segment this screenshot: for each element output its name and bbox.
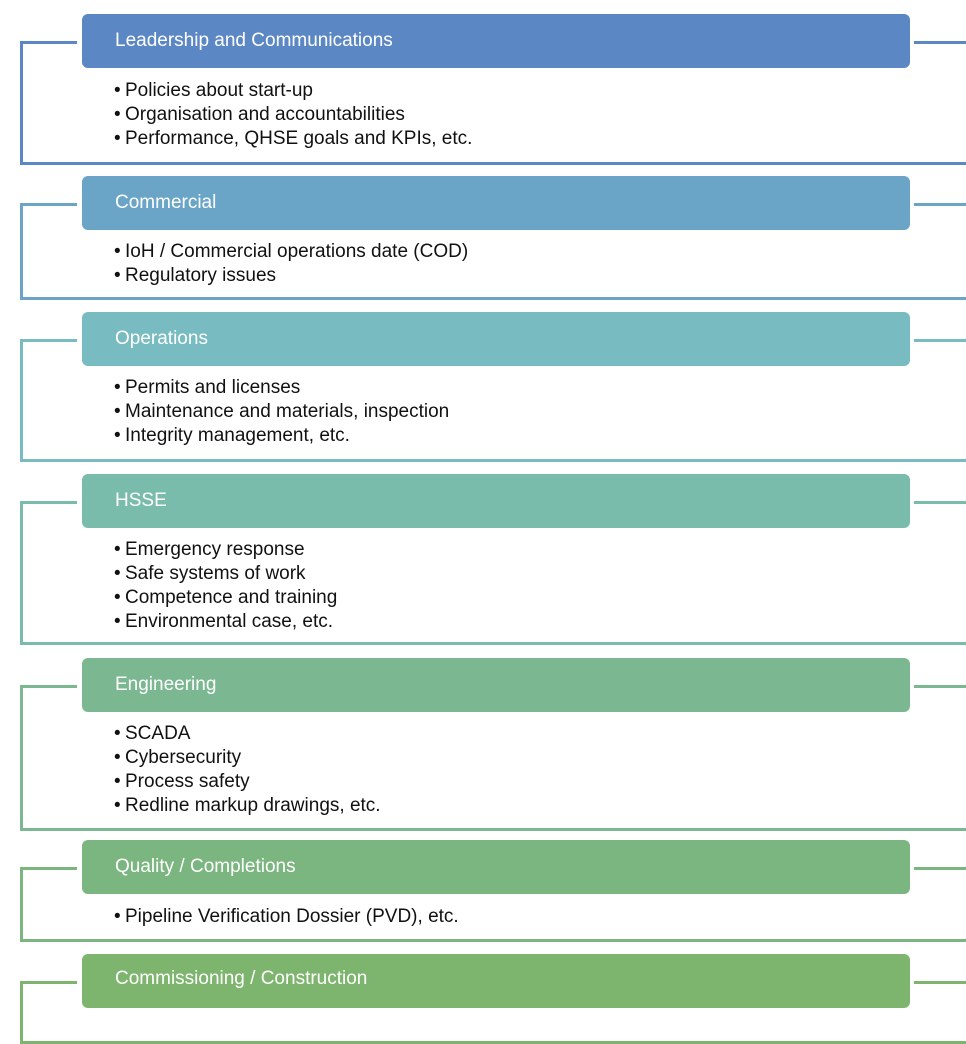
list-item: • Regulatory issues — [114, 265, 277, 286]
list-item: • Emergency response — [114, 539, 305, 560]
list-item: • Redline markup drawings, etc. — [114, 795, 381, 816]
bracket-connector-left — [20, 339, 77, 342]
list-item: • Pipeline Verification Dossier (PVD), etc. — [114, 906, 459, 927]
list-item: • Competence and training — [114, 587, 338, 608]
bracket-connector-left — [20, 981, 77, 984]
section-header: Leadership and Communications — [82, 14, 910, 68]
bracket-connector-right — [914, 685, 966, 688]
section-header: Operations — [82, 312, 910, 366]
bracket-connector-right — [914, 203, 966, 206]
list-item: • Cybersecurity — [114, 747, 242, 768]
section-item-list — [114, 376, 449, 448]
list-item: • Environmental case, etc. — [114, 611, 334, 632]
list-item: • Policies about start-up — [114, 80, 313, 101]
bracket-connector-left — [20, 41, 77, 44]
list-item: • Integrity management, etc. — [114, 425, 350, 446]
bracket-connector-left — [20, 685, 77, 688]
bracket-connector-left — [20, 501, 77, 504]
section-header: Commissioning / Construction — [82, 954, 910, 1008]
bracket-connector-left — [20, 867, 77, 870]
bracket-connector-right — [914, 501, 966, 504]
list-item: • Permits and licenses — [114, 377, 301, 398]
bracket-connector-left — [20, 203, 77, 206]
list-item: • Maintenance and materials, inspection — [114, 401, 450, 422]
list-item: • Performance, QHSE goals and KPIs, etc. — [114, 128, 473, 149]
section-item-list — [114, 905, 459, 929]
bracket-connector-right — [914, 41, 966, 44]
list-item: • Organisation and accountabilities — [114, 104, 405, 125]
bracket-connector-right — [914, 867, 966, 870]
section-item-list — [114, 722, 381, 818]
section-item-list — [114, 79, 472, 151]
section-item-list — [114, 240, 468, 288]
section-header: Engineering — [82, 658, 910, 712]
section-header: Quality / Completions — [82, 840, 910, 894]
section-item-list — [114, 538, 337, 634]
list-item: • IoH / Commercial operations date (COD) — [114, 241, 469, 262]
list-item: • SCADA — [114, 723, 191, 744]
section-header: Commercial — [82, 176, 910, 230]
list-item: • Process safety — [114, 771, 250, 792]
list-item: • Safe systems of work — [114, 563, 306, 584]
section-header: HSSE — [82, 474, 910, 528]
bracket-connector-right — [914, 981, 966, 984]
bracket-connector-right — [914, 339, 966, 342]
